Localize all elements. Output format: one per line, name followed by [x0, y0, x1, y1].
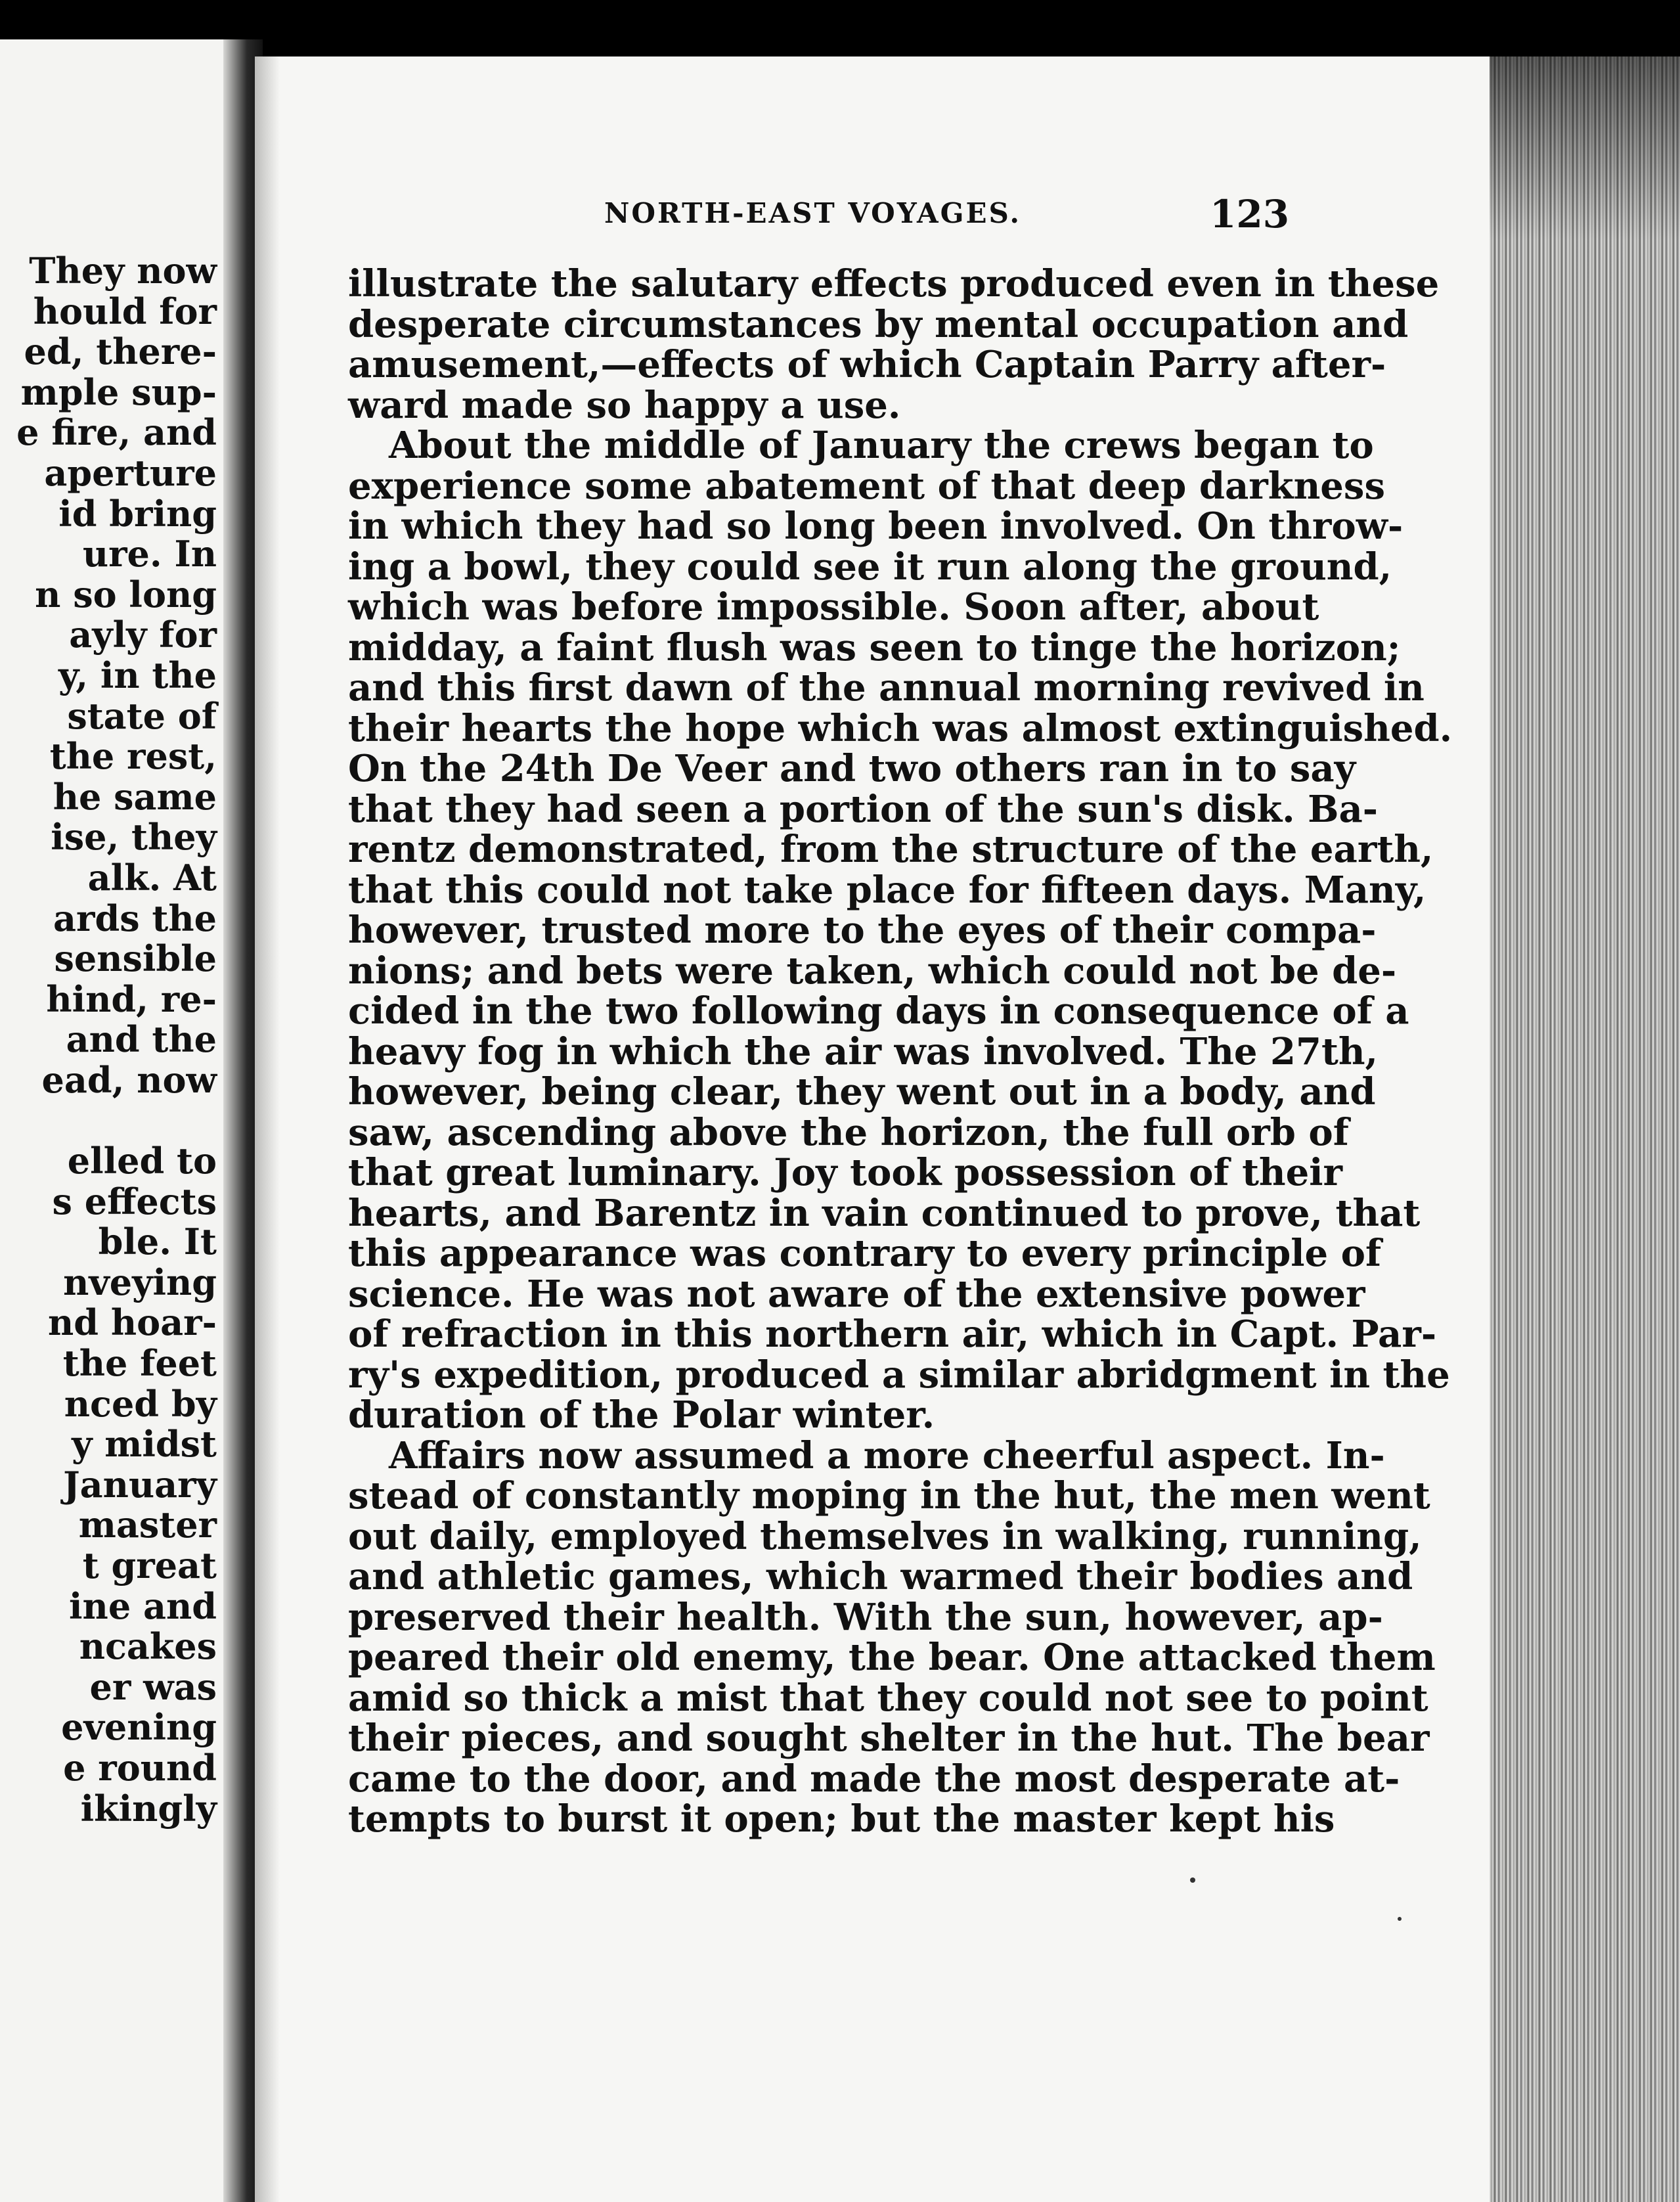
- paragraph-first-line: Affairs now assumed a more cheerful aspect. In-: [389, 1433, 1385, 1477]
- gutter-shadow: [255, 56, 280, 2202]
- left-line: ikingly: [80, 1787, 217, 1830]
- left-line: er was: [89, 1665, 217, 1708]
- left-line: hould for: [33, 290, 217, 332]
- left-line: ards the: [53, 897, 217, 939]
- text-line: ing a bowl, they could see it run along the ground,: [348, 545, 1392, 589]
- left-line: aperture: [44, 451, 217, 494]
- left-line: They now: [29, 250, 217, 292]
- left-line: master: [78, 1504, 217, 1546]
- page-fore-edge: [1490, 56, 1680, 2202]
- left-line: January: [63, 1463, 217, 1506]
- left-line: nced by: [64, 1382, 217, 1425]
- text-line: stead of constantly moping in the hut, the men went: [348, 1474, 1430, 1517]
- text-line: amusement,—effects of which Captain Parry after-: [348, 343, 1386, 386]
- text-line: science. He was not aware of the extensive power: [348, 1272, 1365, 1316]
- text-line: that great luminary. Joy took possession of their: [348, 1151, 1343, 1194]
- text-line: hearts, and Barentz in vain continued to prove, that: [348, 1191, 1421, 1235]
- text-line: their pieces, and sought shelter in the hut. The bear: [348, 1717, 1430, 1760]
- left-line: y midst: [72, 1423, 217, 1466]
- left-line: alk. At: [87, 856, 217, 899]
- text-line: experience some abatement of that deep darkness: [348, 464, 1385, 508]
- text-line: ry's expedition, produced a similar abridgment in the: [348, 1353, 1450, 1397]
- text-line: ward made so happy a use.: [348, 383, 901, 427]
- ink-speck: [1190, 1877, 1195, 1883]
- left-line: the rest,: [49, 735, 217, 778]
- paragraph-first-line: About the middle of January the crews began to: [389, 424, 1374, 467]
- left-line: elled to: [67, 1140, 217, 1182]
- left-line: id bring: [58, 492, 217, 535]
- page-number: 123: [1210, 192, 1290, 236]
- text-line: peared their old enemy, the bear. One attacked them: [348, 1636, 1436, 1679]
- left-page-text: [0, 251, 217, 1829]
- left-line: ure. In: [82, 533, 217, 575]
- left-line: t great: [82, 1544, 217, 1586]
- text-line: that they had seen a portion of the sun's disk. Ba-: [348, 787, 1378, 831]
- left-line: s effects: [52, 1180, 217, 1223]
- text-line: and athletic games, which warmed their bodies and: [348, 1555, 1413, 1598]
- left-line: the feet: [62, 1342, 217, 1385]
- left-line: ise, they: [51, 816, 217, 859]
- left-line: nveying: [63, 1261, 217, 1303]
- left-page: [0, 39, 230, 2202]
- text-line: in which they had so long been involved. On throw-: [348, 505, 1404, 548]
- left-line: he same: [53, 775, 217, 818]
- text-line: cided in the two following days in consequence of a: [348, 989, 1409, 1033]
- text-line: preserved their health. With the sun, however, ap-: [348, 1595, 1383, 1639]
- text-line: their hearts the hope which was almost extinguished.: [348, 706, 1453, 750]
- left-line: hind, re-: [46, 977, 217, 1020]
- text-line: however, trusted more to the eyes of their compa-: [348, 909, 1377, 952]
- text-line: rentz demonstrated, from the structure of the earth,: [348, 828, 1434, 871]
- text-line: this appearance was contrary to every principle of: [348, 1232, 1382, 1275]
- text-line: which was before impossible. Soon after, about: [348, 585, 1319, 629]
- page-body: [348, 262, 1453, 1841]
- left-line: state of: [67, 694, 217, 737]
- text-line: out daily, employed themselves in walking, running,: [348, 1514, 1422, 1558]
- text-line: duration of the Polar winter.: [348, 1393, 935, 1437]
- text-line: of refraction in this northern air, which in Capt. Par-: [348, 1313, 1437, 1356]
- left-line: ayly for: [69, 614, 217, 656]
- left-line: ead, now: [41, 1058, 217, 1101]
- left-line: and the: [66, 1018, 217, 1061]
- text-line: saw, ascending above the horizon, the full orb of: [348, 1110, 1349, 1154]
- left-line: e round: [63, 1746, 217, 1789]
- left-line: mple sup-: [20, 371, 217, 413]
- text-line: amid so thick a mist that they could not see to point: [348, 1676, 1428, 1720]
- text-line: came to the door, and made the most desperate at-: [348, 1757, 1400, 1801]
- left-line: ncakes: [79, 1625, 217, 1668]
- left-line: nd hoar-: [48, 1301, 217, 1344]
- text-line: On the 24th De Veer and two others ran in to say: [348, 747, 1356, 790]
- running-title: NORTH-EAST VOYAGES.: [604, 197, 1021, 229]
- text-line: nions; and bets were taken, which could not be de-: [348, 949, 1397, 993]
- left-line: sensible: [54, 937, 217, 980]
- fore-edge-shadow: [1490, 56, 1680, 240]
- left-line: y, in the: [58, 654, 217, 696]
- text-line: midday, a faint flush was seen to tinge the horizon;: [348, 625, 1401, 669]
- text-line: and this first dawn of the annual morning revived in: [348, 666, 1425, 709]
- text-line: however, being clear, they went out in a body, and: [348, 1070, 1376, 1113]
- text-line: illustrate the salutary effects produced even in these: [348, 262, 1440, 305]
- ink-speck: [1398, 1917, 1402, 1921]
- text-line: desperate circumstances by mental occupation and: [348, 302, 1409, 346]
- left-line: [0, 1100, 217, 1141]
- left-line: evening: [61, 1706, 217, 1749]
- text-line: heavy fog in which the air was involved. The 27th,: [348, 1029, 1379, 1073]
- text-line: that this could not take place for fifteen days. Many,: [348, 868, 1426, 912]
- left-line: ed, there-: [24, 330, 217, 373]
- left-line: ble. It: [98, 1221, 217, 1263]
- left-line: ine and: [69, 1584, 217, 1627]
- left-line: e fire, and: [16, 411, 217, 454]
- text-line: tempts to burst it open; but the master kept his: [348, 1797, 1335, 1841]
- left-line: n so long: [35, 573, 217, 616]
